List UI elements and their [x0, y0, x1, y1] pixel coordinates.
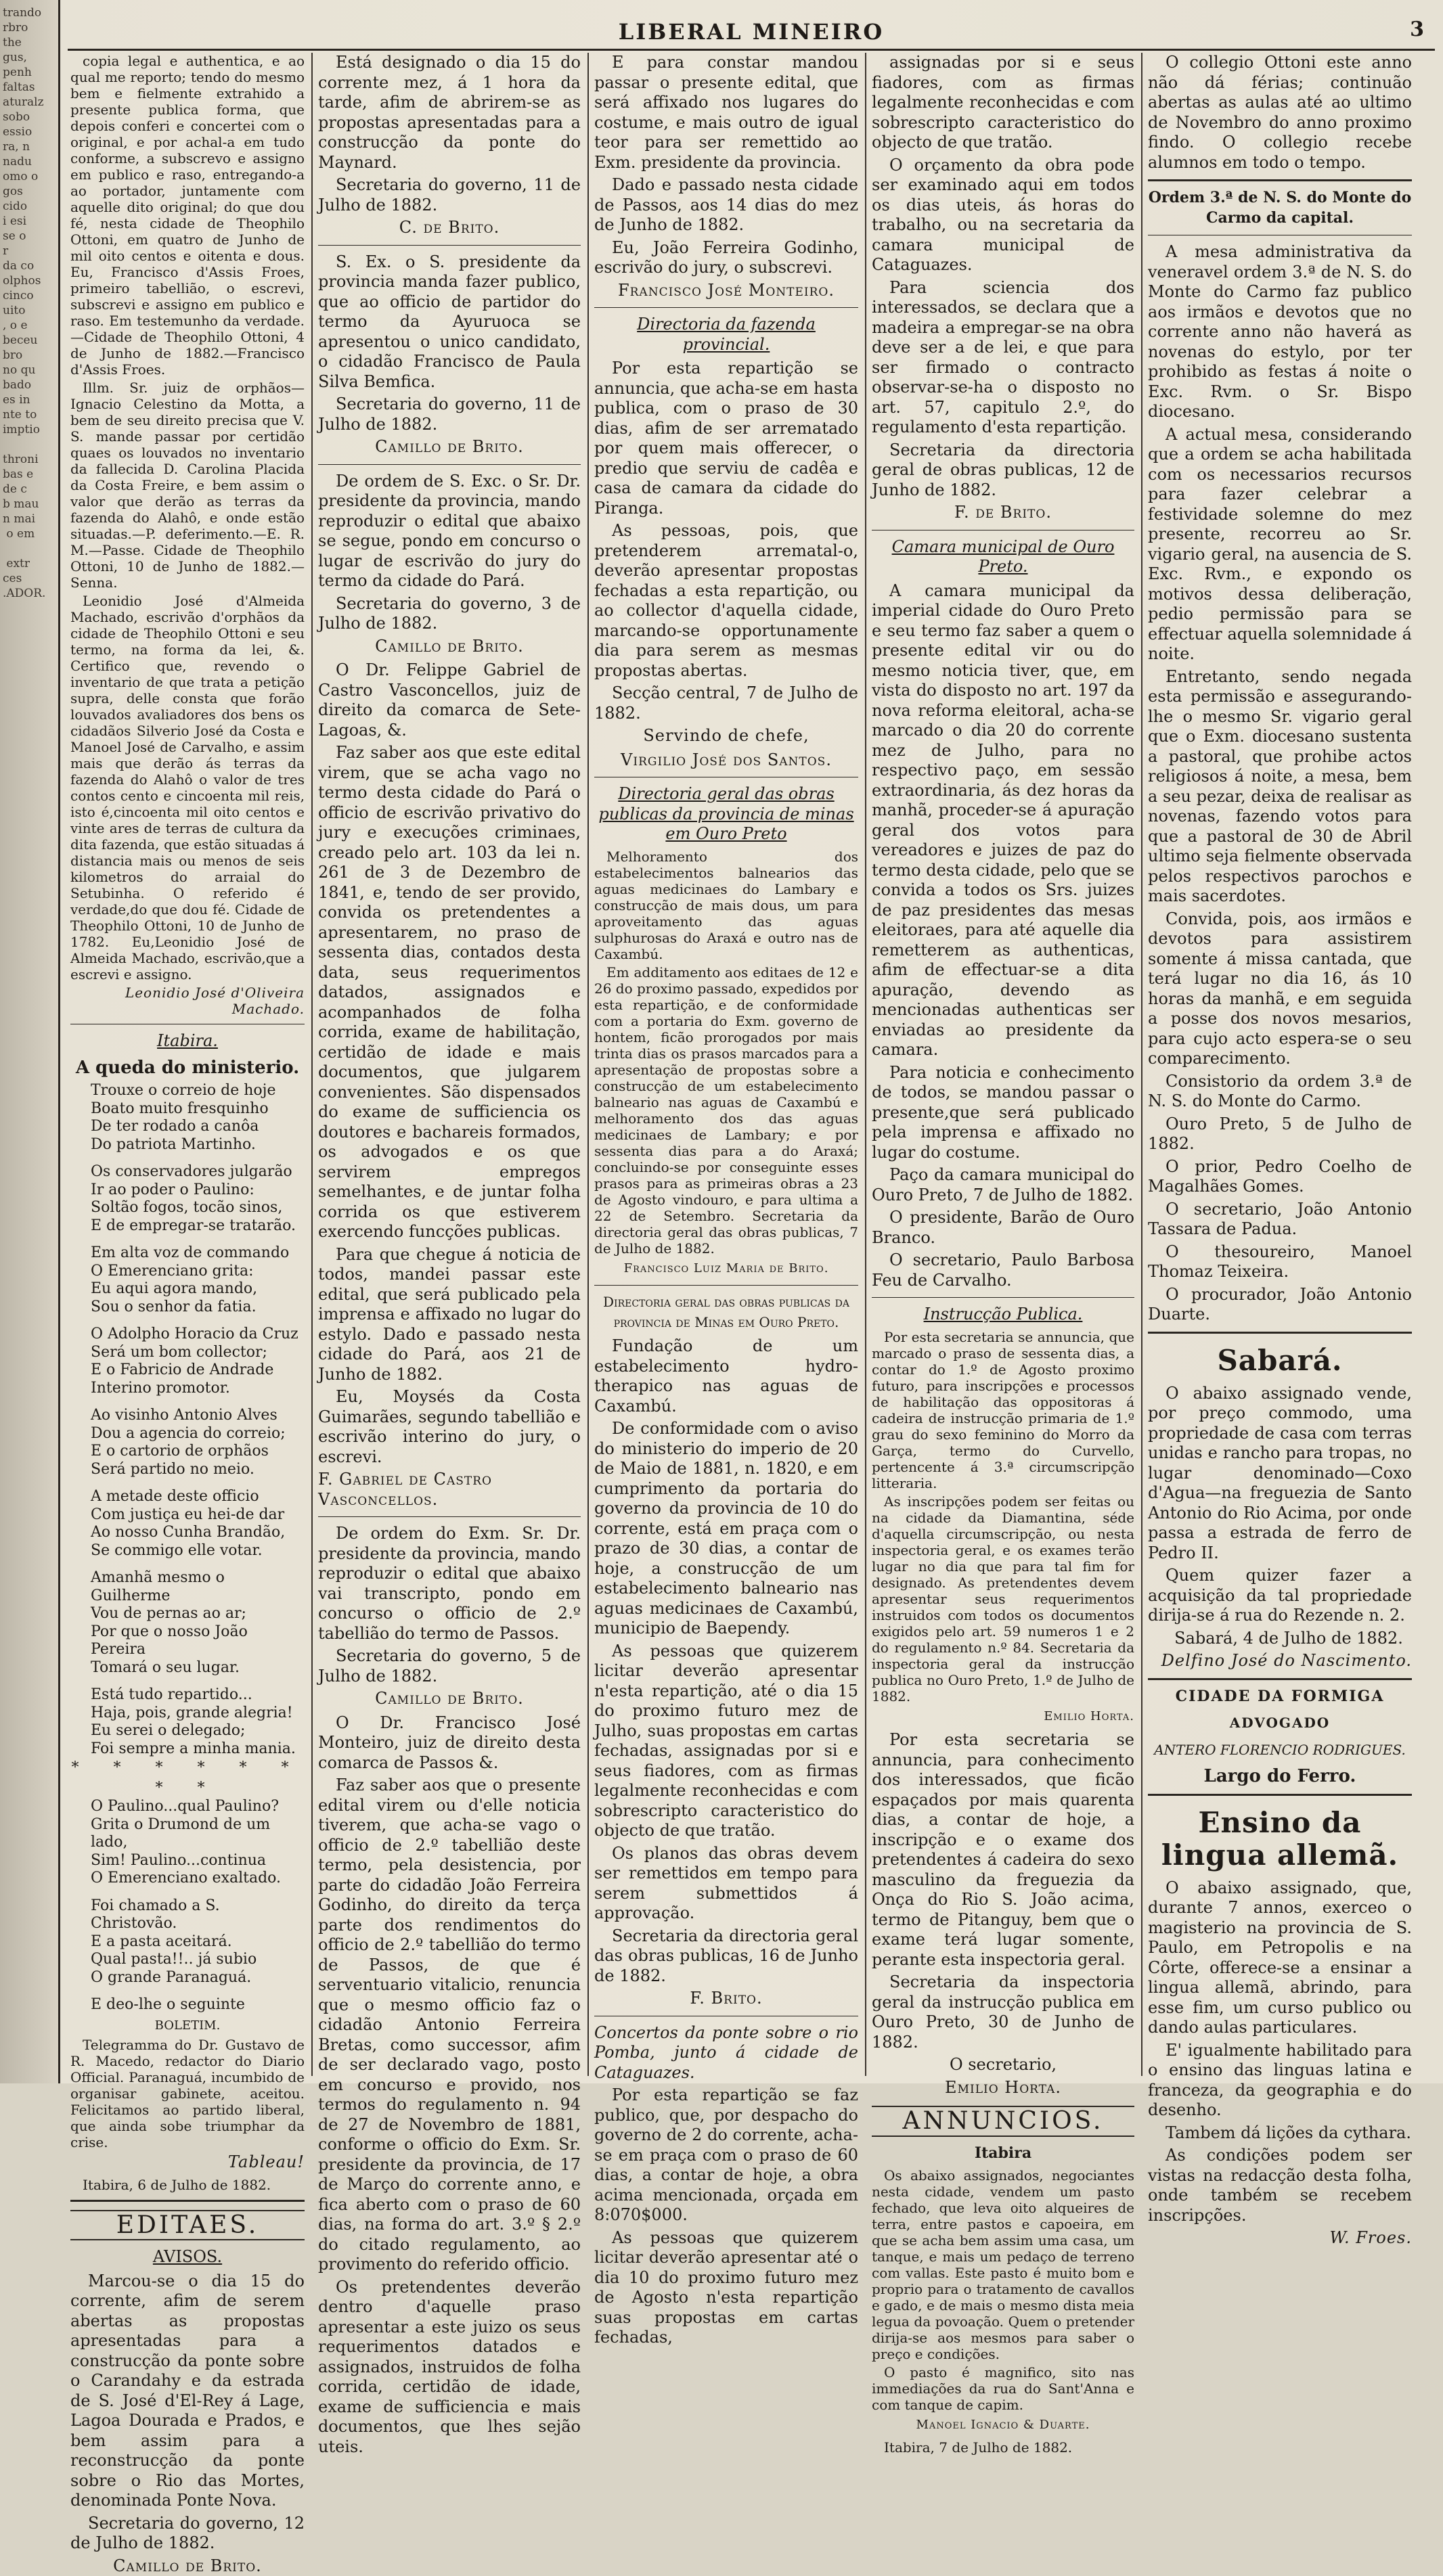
signature: Emilio Horta.	[872, 1707, 1134, 1727]
paragraph: Secretaria da directoria geral de obras publicas, 12 de Junho de 1882.	[872, 440, 1134, 501]
paragraph: Os planos das obras devem ser remettidos em tempo para serem submettidos á approvação.	[594, 1844, 858, 1924]
paragraph: A actual mesa, considerando que a ordem se acha habilitada com os necessarios recursos para fazer celebrar a festividade solemne do mez presente, recorreu ao Sr. vigario geral, na ausencia de S. Exc. Rvm., e expondo os motivos dessa deliberação, pedio permissão para se effectuar aquella solemnidade á noite.	[1148, 425, 1412, 664]
signature: Delfino José do Nascimento.	[1148, 1651, 1412, 1671]
paragraph: Eu, Moysés da Costa Guimarães, segundo tabellião e escrivão interino do jury, o escrevi.	[318, 1387, 581, 1467]
paragraph: O pasto é magnifico, sito nas immediações da rua do Sant'Anna e com tanque de capim.	[872, 2364, 1134, 2413]
divider	[594, 307, 858, 308]
poem-line: Trouxe o correio de hoje	[70, 1082, 305, 1100]
address: Largo do Ferro.	[1148, 1767, 1412, 1787]
stanza-gap	[70, 1397, 305, 1407]
signature: W. Froes.	[1148, 2228, 1412, 2249]
poem-line: Se commigo elle votar.	[70, 1542, 305, 1560]
divider	[318, 245, 581, 246]
divider	[1148, 1794, 1412, 1796]
paragraph: O procurador, João Antonio Duarte.	[1148, 1285, 1412, 1325]
advocate-name: ANTERO FLORENCIO RODRIGUES.	[1148, 1740, 1412, 1761]
poem-line: Boato muito fresquinho	[70, 1100, 305, 1118]
poem-line: Vou de pernas ao ar;	[70, 1605, 305, 1623]
poem-line: O Emerenciano grita:	[70, 1263, 305, 1281]
paragraph: Faz saber aos que este edital virem, que se acha vago no termo desta cidade do Pará o officio de escrivão privativo do jury e execuções criminaes, creado pelo art. 103 da lei n. 261 de 3 de Dezembro de 1841, e, tendo de ser provido, convida os pretendentes a apresentarem, no praso de sessenta dias, contados desta data, seus requerimentos datados, assignados e acompanhados de folha corrida, exame de habilitação, certidão de idade e mais documentos, que julgarem convenientes. São dispensados do exame de sufficiencia os doutores e bachareis formados, os advogados e os que servirem empregos semelhantes, e de juntar folha corrida os que estiverem exercendo funcções publicas.	[318, 743, 581, 1242]
poem-line: E de empregar-se tratarão.	[70, 1217, 305, 1236]
column-5	[1148, 53, 1412, 2076]
paragraph: Secretaria do governo, 12 de Julho de 1882.	[70, 2514, 305, 2554]
ensino-heading: Ensino da lingua allemã.	[1148, 1807, 1412, 1872]
paragraph: Por esta secretaria se annuncia, que marcado o praso de sessenta dias, a contar do 1.º de Agosto proximo futuro, para inscripções e processos de habilitação das oppositoras á cadeira de instrucção primaria de 1.º grau do sexo feminino do Morro da Garça, termo do Curvello, pertencente á 3.ª circumscripção litteraria.	[872, 1329, 1134, 1491]
signature: F. Gabriel de Castro Vasconcellos.	[318, 1470, 581, 1510]
date-line: Sabará, 4 de Julho de 1882.	[1148, 1629, 1412, 1649]
poem-line: Em alta voz de commando	[70, 1244, 305, 1263]
paragraph: Secretaria da inspectoria geral da instrucção publica em Ouro Preto, 30 de Junho de 1882.	[872, 1972, 1134, 2052]
section-heading: Itabira	[872, 2144, 1134, 2164]
poem-line: A metade deste officio	[70, 1488, 305, 1506]
paragraph: Faz saber aos que o presente edital virem ou d'elle noticia tiverem, que acha-se vago o officio de 2.º tabellião deste termo, pela desistencia, por parte do cidadão João Ferreira Godinho, do direito da terça parte dos rendimentos do officio de 2.º tabellião do termo de Passos, de que é serventuario vitalicio, renuncia que o mesmo officio faz o cidadão Antonio Ferreira Bretas, como successor, afim de ser declarado vago, posto em concurso e provido, nos termos do regulamento n. 94 de 27 de Novembro de 1881, conforme o officio do Exm. Sr. presidente da provincia, de 17 de Março do corrente anno, e fica aberto com o praso de 60 dias, na forma do art. 3.º § 2.º do citado regulamento, ao provimento do referido officio.	[318, 1776, 581, 2275]
paragraph: Está designado o dia 15 do corrente mez, á 1 hora da tarde, afim de abrirem-se as propostas apresentadas para a construcção da ponte do Maynard.	[318, 53, 581, 173]
paragraph: Consistorio da ordem 3.ª de N. S. do Monte do Carmo.	[1148, 1072, 1412, 1112]
signature: C. de Brito.	[318, 218, 581, 238]
divider	[1148, 1332, 1412, 1334]
section-heading: Ordem 3.ª de N. S. do Monte do Carmo da capital.	[1148, 188, 1412, 228]
paragraph: Tambem dá lições da cythara.	[1148, 2123, 1412, 2144]
poem-line: Será partido no meio.	[70, 1461, 305, 1479]
signature: Camillo de Brito.	[70, 2556, 305, 2576]
poem-line: Interino promotor.	[70, 1380, 305, 1398]
sabara-heading: Sabará.	[1148, 1345, 1412, 1377]
paragraph: O prior, Pedro Coelho de Magalhães Gomes.	[1148, 1157, 1412, 1197]
signature: Francisco Luiz Maria de Brito.	[594, 1259, 858, 1279]
poem-line: Foi sempre a minha mania.	[70, 1740, 305, 1759]
binding-edge	[0, 0, 60, 2083]
section-heading: Camara municipal de Ouro Preto.	[872, 537, 1134, 577]
paragraph: De ordem de S. Exc. o Sr. Dr. presidente da provincia, mando reproduzir o edital que abaixo se segue, pondo em concurso o lugar de escrivão do jury do termo da cidade do Pará.	[318, 472, 581, 591]
column-rule	[865, 53, 866, 2076]
poem-line: Amanhã mesmo o Guilherme	[70, 1569, 305, 1605]
paragraph: Secretaria do governo, 11 de Julho de 1882.	[318, 394, 581, 434]
stanza-gap	[70, 1235, 305, 1244]
paragraph: Por esta repartição se faz publico, que, por despacho do governo de 2 do corrente, acha-se em praça com o praso de 60 dias, a contar de hoje, a obra acima mencionada, orçada em 8:070$000.	[594, 2085, 858, 2225]
editaes-heading: EDITAES.	[70, 2210, 305, 2241]
stanza-gap	[70, 1677, 305, 1686]
paragraph: Para sciencia dos interessados, se declara que a madeira a empregar-se na obra deve ser a de lei, e que para ser firmado o contracto observar-se-ha o disposto no art. 57, capitulo 2.º, do regulamento d'esta repartição.	[872, 278, 1134, 438]
signature: Servindo de chefe,	[594, 726, 858, 746]
stanza-gap	[70, 1888, 305, 1897]
paragraph: Melhoramento dos estabelecimentos balnearios das aguas medicinaes do Lambary e construcção de mais dous, um para aproveitamento das aguas sulphurosas do Araxá e outro nas de Caxambú.	[594, 849, 858, 962]
annuncios-heading: ANNUNCIOS.	[872, 2106, 1134, 2137]
poem-line: Os conservadores julgarão	[70, 1163, 305, 1181]
column-rule	[311, 53, 313, 2076]
stanza-gap	[70, 1316, 305, 1326]
divider	[318, 1516, 581, 1517]
boletim-label: BOLETIM.	[70, 2016, 305, 2036]
poem-line: Qual pasta!!.. já subio	[70, 1951, 305, 1969]
section-heading: Concertos da ponte sobre o rio Pomba, junto á cidade de Cataguazes.	[594, 2023, 858, 2083]
newspaper-title: LIBERAL MINEIRO	[68, 19, 1435, 45]
divider	[1148, 179, 1412, 181]
signature: Camillo de Brito.	[318, 437, 581, 457]
ornament-stars: * * * * * * * *	[70, 1758, 305, 1798]
paragraph: A camara municipal da imperial cidade do Ouro Preto e seu termo faz saber a quem o presente edital vir ou do mesmo noticia tiver, que, em vista do disposto no art. 197 da nova reforma eleitoral, acha-se marcado o dia 20 do corrente mez de Julho, para no respectivo paço, em sessão extraordinaria, ás dez horas da manhã, proceder-se á apuração geral dos votos para vereadores e juizes de paz do termo desta cidade, pelo que se convida a todos os Srs. juizes de paz presidentes das mesas eleitoraes, para até aquelle dia remetterem as authenticas, afim de effectuar-se a dita apuração, devendo as mencionadas authenticas ser enviadas ao presidente da camara.	[872, 581, 1134, 1060]
date-line: Itabira, 6 de Julho de 1882.	[70, 2177, 305, 2193]
paragraph: O abaixo assignado vende, por preço commodo, uma propriedade de casa com terras unidas e rancho para tropas, no lugar denominado—Coxo d'Agua—na freguezia de Santo Antonio do Rio Acima, por onde passa a estrada de ferro de Pedro II.	[1148, 1384, 1412, 1564]
paragraph: As pessoas, pois, que pretenderem arrematal-o, deverão apresentar propostas fechadas a esta repartição, ou ao collector d'aquella cidade, marcando-se opportunamente dia para serem as mesmas propostas abertas.	[594, 521, 858, 681]
paragraph: Secção central, 7 de Julho de 1882.	[594, 683, 858, 723]
section-heading: Itabira.	[70, 1031, 305, 1052]
stanza-gap	[70, 1478, 305, 1488]
paragraph: Convida, pois, aos irmãos e devotos para assistirem somente á missa cantada, que terá lugar no dia 16, ás 10 horas da manhã, e em seguida a posse dos novos mesarios, para cujo acto espera-se o seu comparecimento.	[1148, 909, 1412, 1069]
paragraph: assignadas por si e seus fiadores, com as firmas legalmente reconhecidas e com sobrescripto caracteristico do objecto de que tratão.	[872, 53, 1134, 153]
section-heading: Instrucção Publica.	[872, 1305, 1134, 1325]
poem-line: E o cartorio de orphãos	[70, 1443, 305, 1461]
poem-line: Soltão fogos, tocão sinos,	[70, 1199, 305, 1217]
signature: Tableau!	[70, 2152, 305, 2173]
paragraph: Eu, João Ferreira Godinho, escrivão do jury, o subscrevi.	[594, 238, 858, 278]
paragraph: copia legal e authentica, e ao qual me reporto; tendo do mesmo bem e fielmente extrahido a presente publica forma, que depois conferi e concertei com o original, e por achal-a em tudo conforme, a subscrevo e assigno em publico e raso, entregando-a ao portador, juntamente com aquelle dito original; do que dou fé, nesta cidade de Theophilo Ottoni, em quatro de Junho de mil oito centos e oitenta e dous. Eu, Francisco d'Assis Froes, primeiro tabellião, o escrevi, subscrevi e assigno em publico e raso. Em testemunho da verdade.—Cidade de Theophilo Ottoni, 4 de Junho de 1882.—Francisco d'Assis Froes.	[70, 53, 305, 378]
signature: Camillo de Brito.	[318, 1689, 581, 1709]
signature: Leonidio José d'Oliveira Machado.	[70, 985, 305, 1017]
paragraph: Marcou-se o dia 15 do corrente, afim de serem abertas as propostas apresentadas para a construcção da ponte sobre o Carandahy e da estrada de S. José d'El-Rey á Lage, Lagoa Dourada e Prados, e bem assim para a reconstrucção da ponte sobre o Rio das Mortes, denominada Ponte Nova.	[70, 2272, 305, 2511]
paragraph: Os pretendentes deverão dentro d'aquelle praso apresentar a este juizo os seus requerimentos datados e assignados, instruidos de folha corrida, certidão de idade, exame de sufficiencia e mais documentos, que lhes sejão uteis.	[318, 2278, 581, 2458]
paragraph: As condições podem ser vistas na redacção desta folha, onde também se recebem inscripções.	[1148, 2146, 1412, 2225]
signature: F. Brito.	[594, 1989, 858, 2009]
advogado-label: ADVOGADO	[1148, 1713, 1412, 1734]
date-line: Itabira, 7 de Julho de 1882.	[872, 2439, 1134, 2456]
poem-line: Ir ao poder o Paulino:	[70, 1181, 305, 1200]
poem-title: A queda do ministerio.	[70, 1058, 305, 1079]
poem-line: Sou o senhor da fatia.	[70, 1298, 305, 1317]
paragraph: As pessoas que quizerem licitar deverão apresentar n'esta repartição, até o dia 15 do proximo futuro mez de Julho, suas propostas em cartas fechadas, assignadas por si e seus fiadores, com as firmas legalmente reconhecidas e com sobrescripto caracteristico do objecto de que tratão.	[594, 1642, 858, 1841]
signature: Emilio Horta.	[872, 2078, 1134, 2098]
paragraph: S. Ex. o S. presidente da provincia manda fazer publico, que ao officio de partidor do termo da Ayuruoca se apresentou o unico candidato, o cidadão Francisco de Paula Silva Bemfica.	[318, 252, 581, 392]
paragraph: Em additamento aos editaes de 12 e 26 do proximo passado, expedidos por esta repartição, e de conformidade com a portaria do Exm. governo de hontem, ficão prorogados por mais trinta dias os prasos marcados para a apresentação de propostas sobre a construcção de um estabelecimento balneario nas aguas de Caxambú e melhoramento dos das aguas medicinaes de Lambary; e por sessenta dias para a do Araxá; concluindo-se por conseguinte esses prasos para as primeiras obras a 23 de Agosto vindouro, e para ultima a 22 de Setembro. Secretaria da directoria geral das obras publicas, 7 de Julho de 1882.	[594, 964, 858, 1257]
paragraph: As pessoas que quizerem licitar deverão apresentar até o dia 10 do proximo futuro mez de Agosto n'esta repartição suas propostas em cartas fechadas,	[594, 2228, 858, 2348]
poem-line: Eu serei o delegado;	[70, 1722, 305, 1740]
column-3	[594, 53, 858, 2076]
paragraph: O presidente, Barão de Ouro Branco.	[872, 1208, 1134, 1248]
paragraph: E para constar mandou passar o presente edital, que será affixado nos lugares do costume, e mais outro de igual teor para ser remettido ao Exm. presidente da provincia.	[594, 53, 858, 173]
paragraph: Para noticia e conhecimento de todos, se mandou passar o presente,que será publicado pela imprensa e affixado no lugar do costume.	[872, 1063, 1134, 1163]
signature: Manoel Ignacio & Duarte.	[872, 2415, 1134, 2435]
paragraph: Por esta repartição se annuncia, que acha-se em hasta publica, com o praso de 30 dias, afim de ser arrematado por quem mais offerecer, o predio que serviu de cadêa e casa de camara da cidade do Piranga.	[594, 359, 858, 518]
paragraph: Secretaria do governo, 5 de Julho de 1882.	[318, 1646, 581, 1686]
poem-line: Dou a agencia do correio;	[70, 1425, 305, 1443]
stanza-gap	[70, 1154, 305, 1163]
poem-line: O Paulino...qual Paulino?	[70, 1798, 305, 1816]
paragraph: O secretario,	[872, 2055, 1134, 2075]
binding-text-fragments: trando rbro the gus, penh faltas aturalz sobo essio ra, n nadu omo o gos cido i esi se o r da co olphos cinco uito , o e beceu bro no qu bado es in nte to imptio throni bas e de c b mau n mai o em extr ces .ADOR.	[0, 0, 58, 606]
certidao-block	[70, 53, 305, 1017]
poem-line: Grita o Drumond de um lado,	[70, 1816, 305, 1852]
paragraph: E' igualmente habilitado para o ensino das linguas latina e franceza, da geographia e do desenho.	[1148, 2041, 1412, 2121]
paragraph: O Dr. Felippe Gabriel de Castro Vasconcellos, juiz de direito da comarca de Sete-Lagoas, &.	[318, 660, 581, 740]
paragraph: O secretario, João Antonio Tassara de Padua.	[1148, 1200, 1412, 1240]
poem-line: Está tudo repartido...	[70, 1686, 305, 1704]
signature: F. de Brito.	[872, 503, 1134, 523]
column-rule	[1141, 53, 1142, 2076]
column-rule	[587, 53, 589, 2076]
poem-line: Eu aqui agora mando,	[70, 1280, 305, 1298]
signature: Francisco José Monteiro.	[594, 281, 858, 301]
poem-line: O grande Paranaguá.	[70, 1969, 305, 1987]
section-heading: Directoria geral das obras publicas da provincia de minas em Ouro Preto	[594, 784, 858, 844]
poem-line: O Emerenciano exaltado.	[70, 1870, 305, 1888]
formiga-heading: CIDADE DA FORMIGA	[1148, 1687, 1412, 1707]
stanza-gap	[70, 1987, 305, 1996]
poem-line: De ter rodado a canôa	[70, 1118, 305, 1136]
paragraph: O secretario, Paulo Barbosa Feu de Carvalho.	[872, 1250, 1134, 1290]
column-2	[318, 53, 581, 2076]
poem-line: Será um bom collector;	[70, 1344, 305, 1362]
poem-line: E deo-lhe o seguinte	[70, 1996, 305, 2014]
paragraph: O thesoureiro, Manoel Thomaz Teixeira.	[1148, 1242, 1412, 1282]
paragraph: O abaixo assignado, que, durante 7 annos, exerceo o magisterio na provincia de S. Paulo, em Petropolis e na Côrte, offerece-se a ensinar a lingua allemã, abrindo, para esse fim, um curso publico ou dando aulas particulares.	[1148, 1878, 1412, 2038]
paragraph: Paço da camara municipal do Ouro Preto, 7 de Julho de 1882.	[872, 1165, 1134, 1205]
column-4	[872, 53, 1134, 2076]
poem	[70, 1798, 305, 2014]
poem-line: Com justiça eu hei-de dar	[70, 1506, 305, 1524]
signature: Camillo de Brito.	[318, 637, 581, 657]
paragraph: Dado e passado nesta cidade de Passos, aos 14 dias do mez de Junho de 1882.	[594, 175, 858, 235]
paragraph: Secretaria do governo, 3 de Julho de 1882.	[318, 594, 581, 634]
paragraph: Os abaixo assignados, negociantes nesta cidade, vendem um pasto fechado, que leva oito alqueires de terra, entre pastos e capoeira, em que se acha bem assim uma casa, um tanque, e mais um pedaço de terreno com vallas. Este pasto é muito bom e proprio para o tratamento de cavallos e gado, e de mais o mesmo dista meia legua da povoação. Quem o pretender dirija-se aos mesmos para saber o preço e condições.	[872, 2167, 1134, 2362]
poem	[70, 1082, 305, 1758]
paragraph: A mesa administrativa da veneravel ordem 3.ª de N. S. do Monte do Carmo faz publico aos irmãos e devotos que no corrente anno não haverá as novenas do estylo, por ter prohibido as festas á noite o Exc. Rvm. o Sr. Bispo diocesano.	[1148, 242, 1412, 422]
poem-line: Tomará o seu lugar.	[70, 1659, 305, 1677]
signature: Virgilio José dos Santos.	[594, 750, 858, 771]
column-1	[70, 53, 305, 2076]
paragraph: Secretaria do governo, 11 de Julho de 1882.	[318, 175, 581, 215]
poem-line: Do patriota Martinho.	[70, 1136, 305, 1154]
paragraph: Telegramma do Dr. Gustavo de R. Macedo, redactor do Diario Official. Paranaguá, incumbido de organisar gabinete, aceitou. Felicitamos ao partido liberal, que ainda sobe triumphar da crise.	[70, 2037, 305, 2150]
divider	[872, 1297, 1134, 1298]
divider	[70, 2200, 305, 2202]
paragraph: Fundação de um estabelecimento hydro-therapico nas aguas de Caxambú.	[594, 1336, 858, 1416]
poem-line: Sim! Paulino...continua	[70, 1852, 305, 1870]
poem-line: Por que o nosso João Pereira	[70, 1623, 305, 1659]
paragraph: Ouro Preto, 5 de Julho de 1882.	[1148, 1114, 1412, 1154]
paragraph: Quem quizer fazer a acquisição da tal propriedade dirija-se á rua do Rezende n. 2.	[1148, 1566, 1412, 1626]
divider	[318, 464, 581, 465]
poem-line: Ao nosso Cunha Brandão,	[70, 1524, 305, 1542]
avisos-heading: AVISOS.	[70, 2247, 305, 2267]
paragraph: As inscripções podem ser feitas ou na cidade da Diamantina, séde d'aquella circumscripção, ou nesta inspectoria geral, e os exames terão lugar no dia que para tal fim for designado. As pretendentes devem apresentar seus requerimentos instruidos com todos os documentos exigidos pelo art. 59 numeros 1 e 2 do regulamento n.º 84. Secretaria da inspectoria geral da instrucção publica no Ouro Preto, 1.º de Julho de 1882.	[872, 1493, 1134, 1704]
paragraph: Illm. Sr. juiz de orphãos—Ignacio Celestino da Motta, a bem de seu direito precisa que V. S. mande passar por certidão quaes os louvados no inventario da fallecida D. Carolina Placida da Costa Freire, e bem assim o valor que derão as terras da fazenda do Alahô, e onde estão situadas.—P. deferimento.—E. R. M.—Passe. Cidade de Theophilo Ottoni, 10 de Junho de 1882.—Senna.	[70, 380, 305, 591]
divider	[1148, 1678, 1412, 1680]
paragraph: O Dr. Francisco José Monteiro, juiz de direito desta comarca de Passos &.	[318, 1713, 581, 1773]
page-number: 3	[1410, 18, 1424, 41]
poem-line: E a pasta aceitará.	[70, 1933, 305, 1951]
paragraph: Secretaria da directoria geral das obras publicas, 16 de Junho de 1882.	[594, 1926, 858, 1987]
paragraph: Entretanto, sendo negada esta permissão e assegurando-lhe o mesmo Sr. vigario geral que o Exm. diocesano sustenta a pastoral, que prohibe actos religiosos á noite, a mesa, bem a seu pezar, deixa de realisar as novenas, fazendo votos para que a pastoral de 30 de Abril ultimo seja fielmente observada pelos respectivos parochos e mais sacerdotes.	[1148, 667, 1412, 907]
poem-line: Haja, pois, grande alegria!	[70, 1704, 305, 1723]
poem-line: O Adolpho Horacio da Cruz	[70, 1326, 305, 1344]
paragraph: O collegio Ottoni este anno não dá férias; continuão abertas as aulas até ao ultimo de Novembro do anno proximo findo. O collegio recebe alumnos em todo o tempo.	[1148, 53, 1412, 173]
masthead	[68, 9, 1435, 51]
section-heading: Directoria geral das obras publicas da provincia de Minas em Ouro Preto.	[594, 1292, 858, 1332]
paragraph: Leonidio José d'Almeida Machado, escrivão d'orphãos da cidade de Theophilo Ottoni e seu termo, na forma da lei, &. Certifico que, revendo o inventario de que trata a petição supra, delle consta que forão louvados avaliadores dos bens os cidadãos Silverio José da Costa e Manoel José de Carvalho, e assim mais que derão ás terras da fazenda do Alahô o valor de tres contos cento e cincoenta mil reis, isto é,cincoenta mil oito centos e vinte ares de terras de cultura da dita fazenda, que estão situadas á distancia mais ou menos de seis kilometros do arraial do Setubinha. O referido é verdade,do que dou fé. Cidade de Theophilo Ottoni, 10 de Junho de 1782. Eu,Leonidio José de Almeida Machado, escrivão,que a escrevi e assigno.	[70, 593, 305, 982]
paragraph: O orçamento da obra pode ser examinado aqui em todos os dias uteis, ás horas do trabalho, ou na secretaria da camara municipal de Cataguazes.	[872, 156, 1134, 275]
poem-line: E o Fabricio de Andrade	[70, 1361, 305, 1380]
section-heading: Directoria da fazenda provincial.	[594, 315, 858, 355]
poem-line: Foi chamado a S. Christovão.	[70, 1897, 305, 1933]
divider	[594, 1285, 858, 1286]
paragraph: Para que chegue á noticia de todos, mandei passar este edital, que será publicado pela imprensa e affixado no lugar do estylo. Dado e passado nesta cidade do Pará, aos 21 de Junho de 1882.	[318, 1245, 581, 1385]
poem-line: Ao visinho Antonio Alves	[70, 1407, 305, 1425]
paragraph: De conformidade com o aviso do ministerio do imperio de 20 de Maio de 1881, n. 1820, e em cumprimento da portaria do governo da provincia de 10 do corrente, está em praça com o prazo de 30 dias, a contar de hoje, a construcção de um estabelecimento balneario nas aguas medicinaes de Caxambú, municipio de Baependy.	[594, 1419, 858, 1639]
stanza-gap	[70, 1560, 305, 1569]
paragraph: De ordem do Exm. Sr. Dr. presidente da provincia, mando reproduzir o edital que abaixo vai transcripto, pondo em concurso o officio de 2.º tabellião do termo de Passos.	[318, 1524, 581, 1644]
paragraph: Por esta secretaria se annuncia, para conhecimento dos interessados, que ficão espaçados por mais quarenta dias, a contar de hoje, a inscripção e o exame dos pretendentes á cadeira do sexo masculino da freguezia da Onça do Rio S. João acima, termo de Pitanguy, bem que o exame terá lugar somente, perante esta inspectoria geral.	[872, 1730, 1134, 1970]
